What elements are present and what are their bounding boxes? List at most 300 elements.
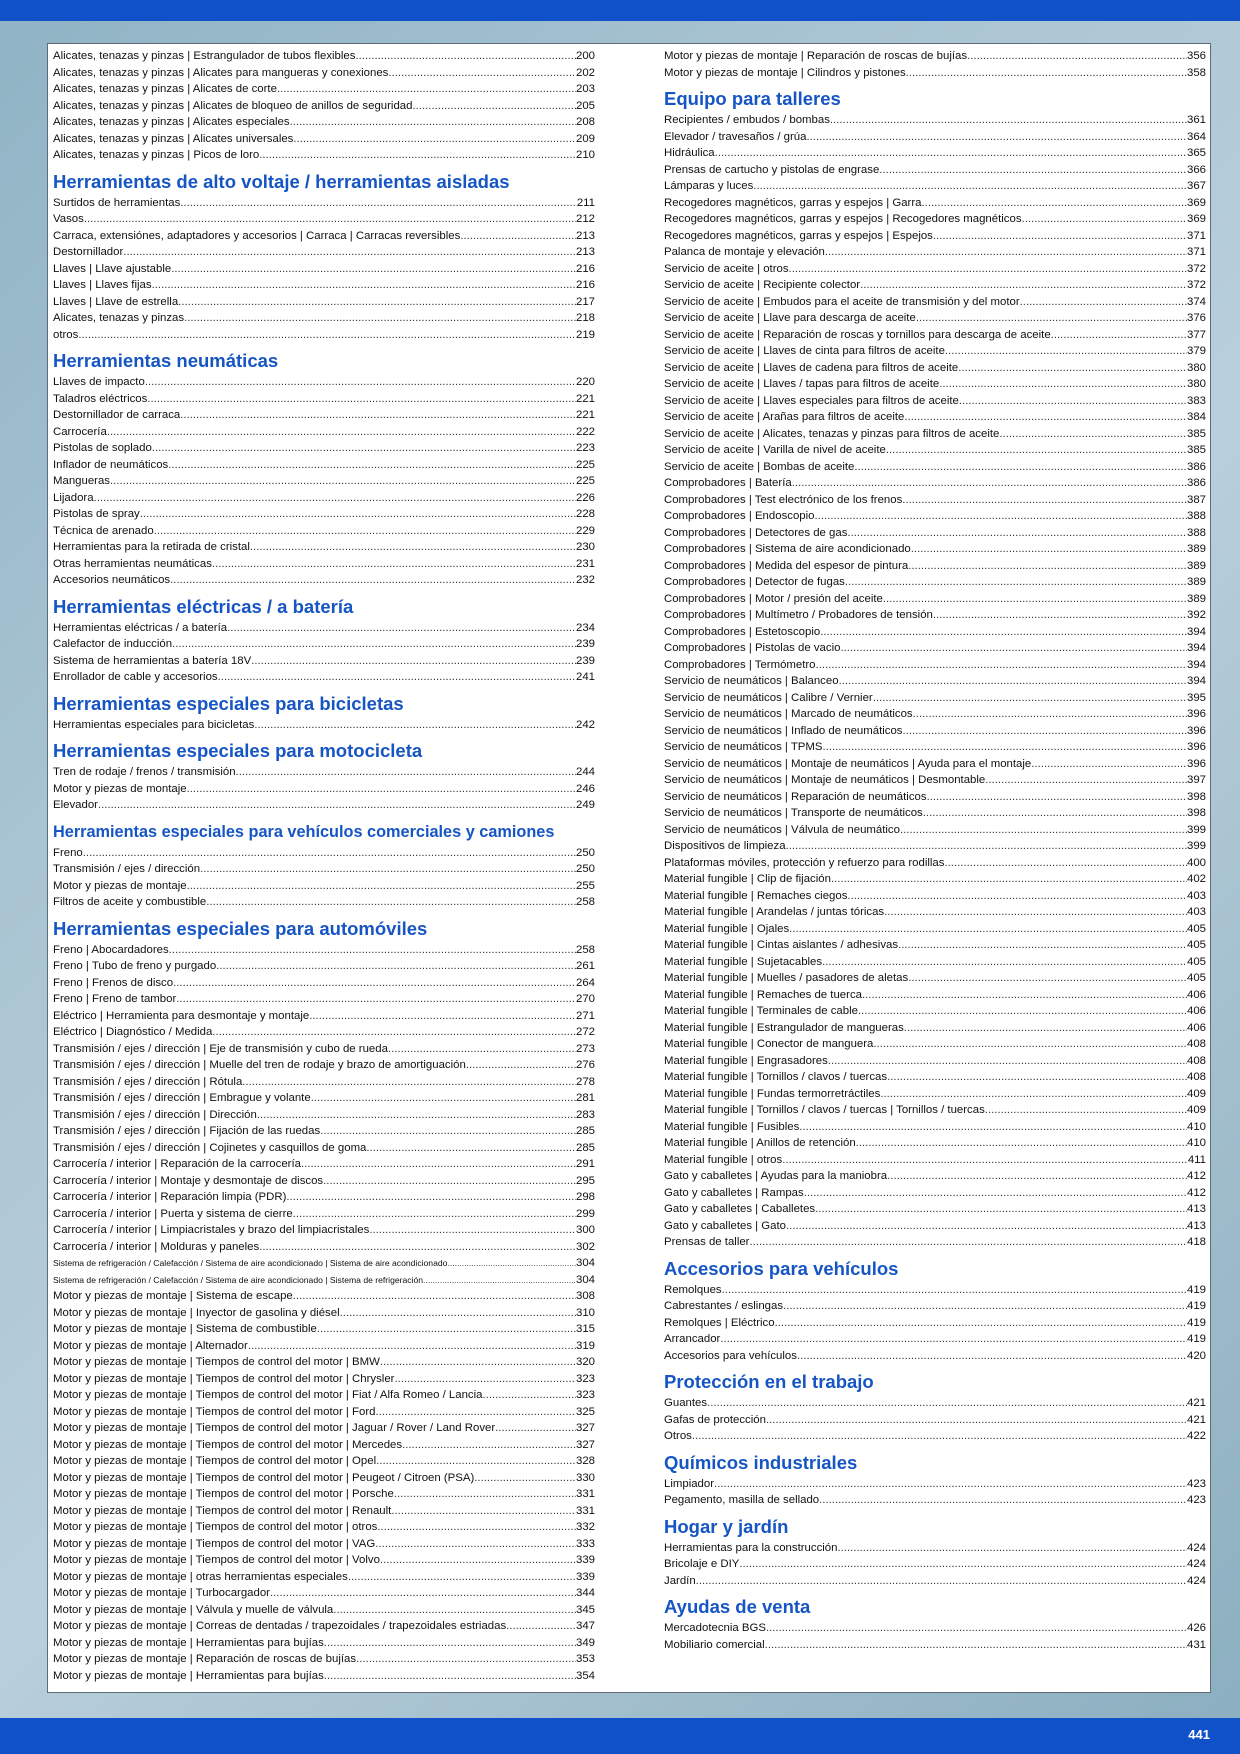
index-entry[interactable] — [53, 797, 595, 814]
index-entry[interactable] — [664, 1069, 1206, 1086]
entry-label: Mercadotecnia BGS — [664, 1622, 766, 1634]
index-entry[interactable] — [53, 991, 595, 1008]
index-entry[interactable] — [53, 374, 595, 391]
index-entry[interactable] — [53, 1635, 595, 1652]
index-entry[interactable] — [53, 1074, 595, 1091]
dot-leader — [356, 1651, 576, 1668]
dot-leader — [775, 1315, 1187, 1332]
index-entry[interactable] — [53, 424, 595, 441]
index-entry[interactable] — [53, 1437, 595, 1454]
entry-page-number: 405 — [1186, 922, 1206, 935]
index-entry[interactable] — [664, 112, 1206, 129]
index-entry[interactable] — [664, 65, 1206, 82]
entry-page-number: 302 — [575, 1240, 595, 1253]
index-entry[interactable] — [53, 1024, 595, 1041]
index-entry[interactable] — [664, 657, 1206, 674]
index-entry[interactable] — [53, 457, 595, 474]
entry-page-number: 304 — [575, 1257, 595, 1269]
index-entry[interactable] — [664, 48, 1206, 65]
index-entry[interactable] — [53, 1651, 595, 1668]
index-entry[interactable] — [53, 1057, 595, 1074]
entry-page-number: 244 — [575, 766, 595, 778]
index-entry[interactable] — [664, 888, 1206, 905]
entry-label: Motor y piezas de montaje | Tiempos de control del motor | Volvo — [53, 1554, 380, 1566]
index-entry[interactable] — [53, 669, 595, 686]
entry-label: Material fungible | Arandelas / juntas tóricas — [664, 906, 885, 918]
index-entry[interactable] — [664, 1003, 1206, 1020]
dot-leader — [985, 1102, 1187, 1119]
index-entry[interactable] — [664, 442, 1206, 459]
dot-leader — [883, 591, 1187, 608]
index-entry[interactable] — [53, 1156, 595, 1173]
dot-leader — [921, 195, 1187, 212]
dot-leader — [860, 277, 1187, 294]
dot-leader — [739, 1556, 1187, 1573]
index-entry[interactable] — [664, 310, 1206, 327]
index-entry[interactable] — [53, 1255, 595, 1272]
index-entry[interactable] — [664, 492, 1206, 509]
index-entry[interactable] — [664, 145, 1206, 162]
index-entry[interactable] — [664, 1412, 1206, 1429]
dot-leader — [902, 492, 1187, 509]
entry-label: Servicio de aceite | Llaves de cadena para filtros de aceite — [664, 361, 959, 374]
index-entry[interactable] — [53, 1222, 595, 1239]
index-entry[interactable] — [53, 147, 595, 164]
entry-page-number: 217 — [575, 295, 595, 308]
index-entry[interactable] — [53, 1420, 595, 1437]
dot-leader — [715, 145, 1187, 162]
index-entry[interactable] — [664, 343, 1206, 360]
index-entry[interactable] — [53, 490, 595, 507]
index-entry[interactable] — [664, 261, 1206, 278]
entry-page-number: 399 — [1186, 823, 1206, 836]
index-entry[interactable] — [53, 391, 595, 408]
entry-label: Transmisión / ejes / dirección — [53, 863, 201, 875]
index-entry[interactable] — [53, 636, 595, 653]
index-entry[interactable] — [664, 805, 1206, 822]
entry-label: Otras herramientas neumáticas — [53, 557, 212, 570]
index-entry[interactable] — [53, 620, 595, 637]
entry-label: Gato y caballetes | Gato — [664, 1219, 786, 1232]
index-entry[interactable] — [53, 1536, 595, 1553]
entry-label: Transmisión / ejes / dirección | Muelle del tren de rodaje y brazo de amortiguación — [53, 1059, 466, 1071]
index-entry[interactable] — [664, 426, 1206, 443]
index-entry[interactable] — [53, 310, 595, 327]
entry-page-number: 258 — [575, 896, 595, 908]
entry-page-number: 395 — [1186, 691, 1206, 704]
index-entry[interactable] — [53, 98, 595, 115]
entry-page-number: 409 — [1186, 1104, 1206, 1116]
entry-label: Material fungible | Remaches ciegos — [664, 889, 848, 902]
dot-leader — [375, 1404, 576, 1421]
index-panel — [47, 43, 1211, 1693]
index-entry[interactable] — [664, 1168, 1206, 1185]
index-entry[interactable] — [664, 607, 1206, 624]
index-entry[interactable] — [53, 894, 595, 911]
entry-page-number: 408 — [1186, 1038, 1206, 1050]
index-entry[interactable] — [664, 178, 1206, 195]
dot-leader — [394, 1371, 576, 1388]
index-entry[interactable] — [53, 1041, 595, 1058]
dot-leader — [348, 1569, 576, 1586]
dot-leader — [212, 556, 576, 573]
index-entry[interactable] — [664, 574, 1206, 591]
index-entry[interactable] — [664, 756, 1206, 773]
dot-leader — [84, 211, 576, 228]
index-entry[interactable] — [664, 1331, 1206, 1348]
dot-leader — [913, 706, 1187, 723]
index-entry[interactable] — [664, 706, 1206, 723]
index-entry[interactable] — [53, 1338, 595, 1355]
index-entry[interactable] — [664, 624, 1206, 641]
entry-page-number: 221 — [575, 392, 595, 405]
entry-label: Motor y piezas de montaje — [53, 879, 187, 892]
index-entry[interactable] — [53, 195, 595, 212]
index-entry[interactable] — [53, 1107, 595, 1124]
index-entry[interactable] — [53, 845, 595, 862]
entry-label: Carrocería / interior | Montaje y desmontaje de discos — [53, 1174, 324, 1187]
entry-label: Enrollador de cable y accesorios — [53, 671, 218, 683]
entry-label: Comprobadores | Multímetro / Probadores de tensión — [664, 609, 933, 621]
index-entry[interactable] — [664, 541, 1206, 558]
entry-page-number: 209 — [575, 132, 595, 145]
entry-label: Eléctrico | Diagnóstico / Medida — [53, 1026, 213, 1038]
index-entry[interactable] — [53, 556, 595, 573]
dot-leader — [180, 407, 576, 424]
index-entry[interactable] — [53, 294, 595, 311]
index-entry[interactable] — [664, 1020, 1206, 1037]
dot-leader — [830, 112, 1187, 129]
dot-leader — [152, 440, 576, 457]
entry-page-number: 400 — [1186, 856, 1206, 869]
entry-label: Material fungible | Clip de fijación — [664, 873, 831, 885]
dot-leader — [107, 424, 576, 441]
index-entry[interactable] — [53, 764, 595, 781]
index-entry[interactable] — [664, 1476, 1206, 1493]
dot-leader — [83, 845, 576, 862]
index-entry[interactable] — [53, 1552, 595, 1569]
index-entry[interactable] — [53, 1140, 595, 1157]
entry-page-number: 422 — [1186, 1430, 1206, 1442]
dot-leader — [394, 1486, 576, 1503]
entry-label: Comprobadores | Medida del espesor de pintura — [664, 559, 909, 572]
entry-label: Motor y piezas de montaje | Válvula y muelle de válvula — [53, 1603, 334, 1616]
index-entry[interactable] — [664, 393, 1206, 410]
index-entry[interactable] — [53, 228, 595, 245]
index-entry[interactable] — [664, 954, 1206, 971]
index-entry[interactable] — [53, 1470, 595, 1487]
dot-leader — [145, 374, 576, 391]
index-entry[interactable] — [664, 525, 1206, 542]
entry-label: Recogedores magnéticos, garras y espejos | Espejos — [664, 229, 933, 242]
index-entry[interactable] — [664, 162, 1206, 179]
index-entry[interactable] — [53, 572, 595, 589]
index-entry[interactable] — [53, 942, 595, 959]
entry-page-number: 220 — [575, 376, 595, 388]
index-entry[interactable] — [664, 1185, 1206, 1202]
index-entry[interactable] — [664, 1298, 1206, 1315]
dot-leader — [815, 1201, 1187, 1218]
index-entry[interactable] — [53, 1008, 595, 1025]
entry-label: Motor y piezas de montaje | Tiempos de control del motor | Jaguar / Rover / Land Rover — [53, 1422, 496, 1434]
dot-leader — [786, 838, 1187, 855]
entry-page-number: 205 — [575, 99, 595, 112]
dot-leader — [1022, 211, 1187, 228]
index-entry[interactable] — [53, 65, 595, 82]
index-entry[interactable] — [664, 1135, 1206, 1152]
index-entry[interactable] — [664, 244, 1206, 261]
entry-page-number: 325 — [575, 1405, 595, 1418]
index-entry[interactable] — [664, 1218, 1206, 1235]
dot-leader — [340, 1305, 576, 1322]
index-entry[interactable] — [664, 640, 1206, 657]
entry-page-number: 200 — [575, 50, 595, 62]
index-entry[interactable] — [664, 1102, 1206, 1119]
entry-page-number: 339 — [575, 1554, 595, 1566]
index-entry[interactable] — [53, 506, 595, 523]
entry-page-number: 387 — [1186, 493, 1206, 506]
entry-page-number: 418 — [1186, 1236, 1206, 1248]
index-entry[interactable] — [664, 1234, 1206, 1251]
entry-page-number: 413 — [1186, 1219, 1206, 1232]
dot-leader — [170, 572, 576, 589]
entry-page-number: 399 — [1186, 840, 1206, 852]
index-entry[interactable] — [664, 1428, 1206, 1445]
index-entry[interactable] — [53, 114, 595, 131]
entry-page-number: 271 — [575, 1009, 595, 1022]
index-entry[interactable] — [664, 508, 1206, 525]
entry-label: Comprobadores | Pistolas de vacio — [664, 642, 841, 654]
entry-label: Alicates, tenazas y pinzas | Alicates para mangueras y conexiones — [53, 66, 389, 79]
index-entry[interactable] — [53, 1404, 595, 1421]
index-entry[interactable] — [664, 211, 1206, 228]
index-entry[interactable] — [53, 523, 595, 540]
dot-leader — [98, 797, 576, 814]
index-entry[interactable] — [53, 1272, 595, 1289]
section-heading: Hogar y jardín — [664, 1515, 789, 1537]
index-entry[interactable] — [53, 1618, 595, 1635]
index-entry[interactable] — [53, 539, 595, 556]
index-entry[interactable] — [53, 1569, 595, 1586]
index-entry[interactable] — [53, 1305, 595, 1322]
entry-label: Transmisión / ejes / dirección | Cojinetes y casquillos de goma — [53, 1141, 367, 1154]
dot-leader — [766, 1620, 1187, 1637]
entry-label: Alicates, tenazas y pinzas | Alicates especiales — [53, 116, 290, 128]
index-entry[interactable] — [53, 878, 595, 895]
index-entry[interactable] — [664, 1492, 1206, 1509]
index-entry[interactable] — [53, 958, 595, 975]
index-entry[interactable] — [664, 277, 1206, 294]
index-entry[interactable] — [664, 838, 1206, 855]
index-entry[interactable] — [53, 781, 595, 798]
dot-leader — [187, 878, 576, 895]
entry-page-number: 366 — [1186, 163, 1206, 176]
entry-label: Motor y piezas de montaje | Tiempos de control del motor | Renault — [53, 1504, 392, 1517]
index-entry[interactable] — [53, 717, 595, 734]
section-heading: Accesorios para vehículos — [664, 1257, 899, 1279]
index-entry[interactable] — [53, 1090, 595, 1107]
index-entry[interactable] — [53, 211, 595, 228]
index-entry[interactable] — [53, 975, 595, 992]
dot-leader — [792, 475, 1187, 492]
index-entry[interactable] — [664, 1315, 1206, 1332]
entry-label: Surtidos de herramientas — [53, 196, 181, 209]
dot-leader — [847, 525, 1187, 542]
section-heading: Herramientas especiales para bicicletas — [53, 692, 404, 714]
index-entry[interactable] — [664, 1053, 1206, 1070]
index-entry[interactable] — [664, 459, 1206, 476]
entry-label: Material fungible | Ojales — [664, 922, 790, 935]
entry-label: Motor y piezas de montaje | Reparación de roscas de bujías — [53, 1653, 357, 1665]
index-entry[interactable] — [53, 81, 595, 98]
dot-leader — [722, 1282, 1187, 1299]
index-entry[interactable] — [53, 1288, 595, 1305]
entry-label: Motor y piezas de montaje | Reparación de roscas de bujías — [664, 50, 968, 62]
index-entry[interactable] — [664, 1036, 1206, 1053]
index-entry[interactable] — [53, 1585, 595, 1602]
index-entry[interactable] — [53, 1189, 595, 1206]
index-entry[interactable] — [664, 1556, 1206, 1573]
index-entry[interactable] — [664, 904, 1206, 921]
index-entry[interactable] — [53, 407, 595, 424]
dot-leader — [206, 894, 576, 911]
index-entry[interactable] — [664, 1119, 1206, 1136]
index-entry[interactable] — [664, 558, 1206, 575]
index-entry[interactable] — [53, 327, 595, 344]
dot-leader — [873, 1036, 1187, 1053]
index-entry[interactable] — [664, 1395, 1206, 1412]
index-entry[interactable] — [53, 244, 595, 261]
entry-label: Motor y piezas de montaje | Tiempos de control del motor | Chrysler — [53, 1372, 395, 1385]
index-entry[interactable] — [53, 1354, 595, 1371]
index-entry[interactable] — [664, 591, 1206, 608]
dot-leader — [218, 669, 576, 686]
index-entry[interactable] — [53, 1602, 595, 1619]
index-entry[interactable] — [664, 1086, 1206, 1103]
index-entry[interactable] — [53, 261, 595, 278]
index-entry[interactable] — [53, 131, 595, 148]
index-entry[interactable] — [664, 739, 1206, 756]
index-entry[interactable] — [664, 673, 1206, 690]
entry-page-number: 365 — [1186, 147, 1206, 159]
index-entry[interactable] — [664, 1540, 1206, 1557]
entry-label: Cabrestantes / eslingas — [664, 1300, 784, 1312]
index-entry[interactable] — [53, 1387, 595, 1404]
entry-label: Destornillador de carraca — [53, 409, 181, 421]
index-entry[interactable] — [664, 1201, 1206, 1218]
entry-page-number: 226 — [575, 491, 595, 504]
index-entry[interactable] — [53, 1206, 595, 1223]
index-entry[interactable] — [664, 1152, 1206, 1169]
index-entry[interactable] — [53, 1453, 595, 1470]
index-entry[interactable] — [664, 409, 1206, 426]
index-entry[interactable] — [664, 921, 1206, 938]
index-entry[interactable] — [664, 228, 1206, 245]
index-entry[interactable] — [664, 1348, 1206, 1365]
index-entry[interactable] — [53, 277, 595, 294]
index-entry[interactable] — [664, 871, 1206, 888]
index-entry[interactable] — [664, 475, 1206, 492]
index-entry[interactable] — [664, 195, 1206, 212]
index-entry[interactable] — [664, 822, 1206, 839]
index-entry[interactable] — [664, 789, 1206, 806]
entry-label: Servicio de neumáticos | Montaje de neumáticos | Ayuda para el montaje — [664, 757, 1032, 770]
index-entry[interactable] — [53, 1503, 595, 1520]
index-entry[interactable] — [664, 690, 1206, 707]
entry-page-number: 419 — [1186, 1283, 1206, 1296]
entry-page-number: 213 — [575, 246, 595, 258]
index-entry[interactable] — [53, 861, 595, 878]
entry-page-number: 367 — [1186, 180, 1206, 192]
index-entry[interactable] — [53, 1321, 595, 1338]
index-entry[interactable] — [664, 772, 1206, 789]
index-entry[interactable] — [53, 48, 595, 65]
dot-leader — [1051, 327, 1187, 344]
entry-page-number: 385 — [1186, 444, 1206, 456]
entry-page-number: 398 — [1186, 807, 1206, 819]
entry-label: Alicates, tenazas y pinzas | Estrangulador de tubos flexibles — [53, 50, 356, 62]
index-entry[interactable] — [53, 1668, 595, 1685]
entry-page-number: 392 — [1186, 609, 1206, 621]
entry-label: Gato y caballetes | Ayudas para la maniobra — [664, 1170, 888, 1182]
index-entry[interactable] — [664, 987, 1206, 1004]
entry-page-number: 413 — [1186, 1203, 1206, 1215]
index-entry[interactable] — [53, 1519, 595, 1536]
index-entry[interactable] — [664, 937, 1206, 954]
entry-page-number: 361 — [1186, 114, 1206, 126]
index-entry[interactable] — [53, 1486, 595, 1503]
entry-page-number: 213 — [575, 229, 595, 242]
dot-leader — [257, 1107, 576, 1124]
dot-leader — [173, 975, 576, 992]
dot-leader — [447, 1255, 576, 1272]
entry-page-number: 310 — [575, 1306, 595, 1319]
entry-page-number: 409 — [1186, 1087, 1206, 1100]
entry-page-number: 426 — [1186, 1622, 1206, 1634]
entry-label: Mobiliario comercial — [664, 1638, 765, 1651]
index-entry[interactable] — [664, 970, 1206, 987]
index-entry[interactable] — [664, 1573, 1206, 1590]
entry-label: Plataformas móviles, protección y refuerzo para rodillas — [664, 856, 945, 869]
entry-page-number: 300 — [575, 1224, 595, 1236]
index-entry[interactable] — [664, 360, 1206, 377]
index-entry[interactable] — [53, 653, 595, 670]
entry-label: Transmisión / ejes / dirección | Embrague y volante — [53, 1092, 311, 1104]
entry-label: Servicio de aceite | Bombas de aceite — [664, 460, 855, 473]
dot-leader — [900, 822, 1187, 839]
index-entry[interactable] — [664, 1282, 1206, 1299]
index-entry[interactable] — [53, 1239, 595, 1256]
entry-page-number: 208 — [575, 116, 595, 128]
index-entry[interactable] — [664, 327, 1206, 344]
index-entry[interactable] — [664, 376, 1206, 393]
dot-leader — [906, 65, 1187, 82]
index-entry[interactable] — [664, 294, 1206, 311]
index-entry[interactable] — [53, 1173, 595, 1190]
index-entry[interactable] — [664, 1637, 1206, 1654]
entry-label: Comprobadores | Sistema de aire acondicionado — [664, 543, 911, 555]
dot-leader — [933, 607, 1187, 624]
index-entry[interactable] — [664, 129, 1206, 146]
index-entry[interactable] — [53, 1123, 595, 1140]
index-entry[interactable] — [53, 1371, 595, 1388]
index-entry[interactable] — [664, 1620, 1206, 1637]
index-entry[interactable] — [53, 473, 595, 490]
entry-label: Material fungible | Fundas termorretráctiles — [664, 1087, 881, 1100]
index-entry[interactable] — [664, 855, 1206, 872]
index-entry[interactable] — [53, 440, 595, 457]
index-entry[interactable] — [664, 723, 1206, 740]
